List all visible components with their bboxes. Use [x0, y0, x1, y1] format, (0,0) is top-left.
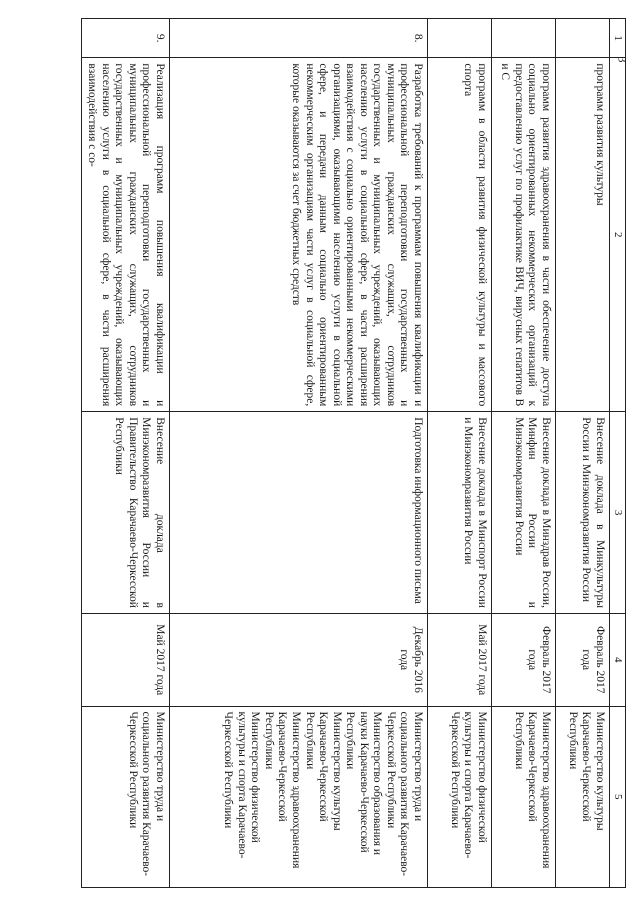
header-col-5: 5 [610, 706, 626, 887]
row-responsible: Министерство физической культуры и спорта Карачаево-Черкесской Республики [428, 706, 492, 887]
row-task: Реализация программ повышения квалификации и профессиональной переподготовки государственных и муниципальных гражданских служащих, сотрудников государственных и муниципальных учреждений, оказывающих населению услуги в социальной сфере, в части расширения взаимодействия с со- [81, 58, 169, 412]
table-row [492, 19, 556, 888]
measures-table [81, 18, 626, 888]
header-col-3: 3 [610, 412, 626, 614]
table-row [428, 19, 492, 888]
row-number [556, 19, 610, 58]
row-task: программ развития культуры [556, 58, 610, 412]
row-form: Внесение доклада в Минспорт России и Минэкономразвития России [428, 412, 492, 614]
row-number: 8. [170, 19, 428, 58]
table-row [170, 19, 428, 888]
row-form: Внесение доклада в Минздрав России, Минфин России и Минэкономразвития России [492, 412, 556, 614]
table-row [556, 19, 610, 888]
row-deadline: Февраль 2017 года [492, 613, 556, 706]
row-responsible: Министерство труда и социального развития Карачаево-Черкесской Республики Министерство образования и науки Карачаево-Черкесской Республики Министерство культуры Карачаево-Черкесской Республики Министерство здравоохранения Карачаево-Черкесской Республики Министерство физической культуры и спорта Карачаево-Черкесской Республики [170, 706, 428, 887]
row-number [492, 19, 556, 58]
header-col-4: 4 [610, 613, 626, 706]
row-deadline: Май 2017 года [81, 613, 169, 706]
row-number: 9. [81, 19, 169, 58]
page-number: 3 [615, 56, 630, 63]
row-deadline: Май 2017 года [428, 613, 492, 706]
row-form: Подготовка информационного письма [170, 412, 428, 614]
rotated-table-container [36, 18, 626, 888]
row-deadline: Февраль 2017 года [556, 613, 610, 706]
header-col-1: 1 [610, 19, 626, 58]
table-row [81, 19, 169, 888]
row-task: программ развития здравоохранения в части обеспечение доступа социально ориентированных некоммерческих организаций к предоставлению услуг по профилактике ВИЧ, вирусных гепатитов В и С [492, 58, 556, 412]
row-number [428, 19, 492, 58]
row-task: Разработка требований к программам повышения квалификации и профессиональной переподготовки государственных и муниципальных гражданских служащих, сотрудников государственных и муниципальных учреждений, оказывающих населению услуги в социальной сфере, в части расширения взаимодействия с социально ориентированными некоммерческими организациями, оказывающими населению услуги в социальной сфере, и передачи данным социально ориентированным некоммерческим организациям части услуг в социальной сфере, которые оказываются за счет бюджетных средств [170, 58, 428, 412]
row-form: Внесение доклада в Минкультуры России и Минэкономразвития России [556, 412, 610, 614]
row-responsible: Министерство труда и социального развития Карачаево-Черкесской Республики [81, 706, 169, 887]
row-form: Внесение доклада в Минэкономразвития России и Правительство Карачаево-Черкесской Республики [81, 412, 169, 614]
header-col-2: 2 [610, 58, 626, 412]
row-task: программ в области развития физической культуры и массового спорта [428, 58, 492, 412]
table-header-row [610, 19, 626, 888]
row-deadline: Декабрь 2016 года [170, 613, 428, 706]
document-sheet [36, 18, 626, 888]
row-responsible: Министерство здравоохранения Карачаево-Черкесской Республики [492, 706, 556, 887]
row-responsible: Министерство культуры Карачаево-Черкесской Республики [556, 706, 610, 887]
